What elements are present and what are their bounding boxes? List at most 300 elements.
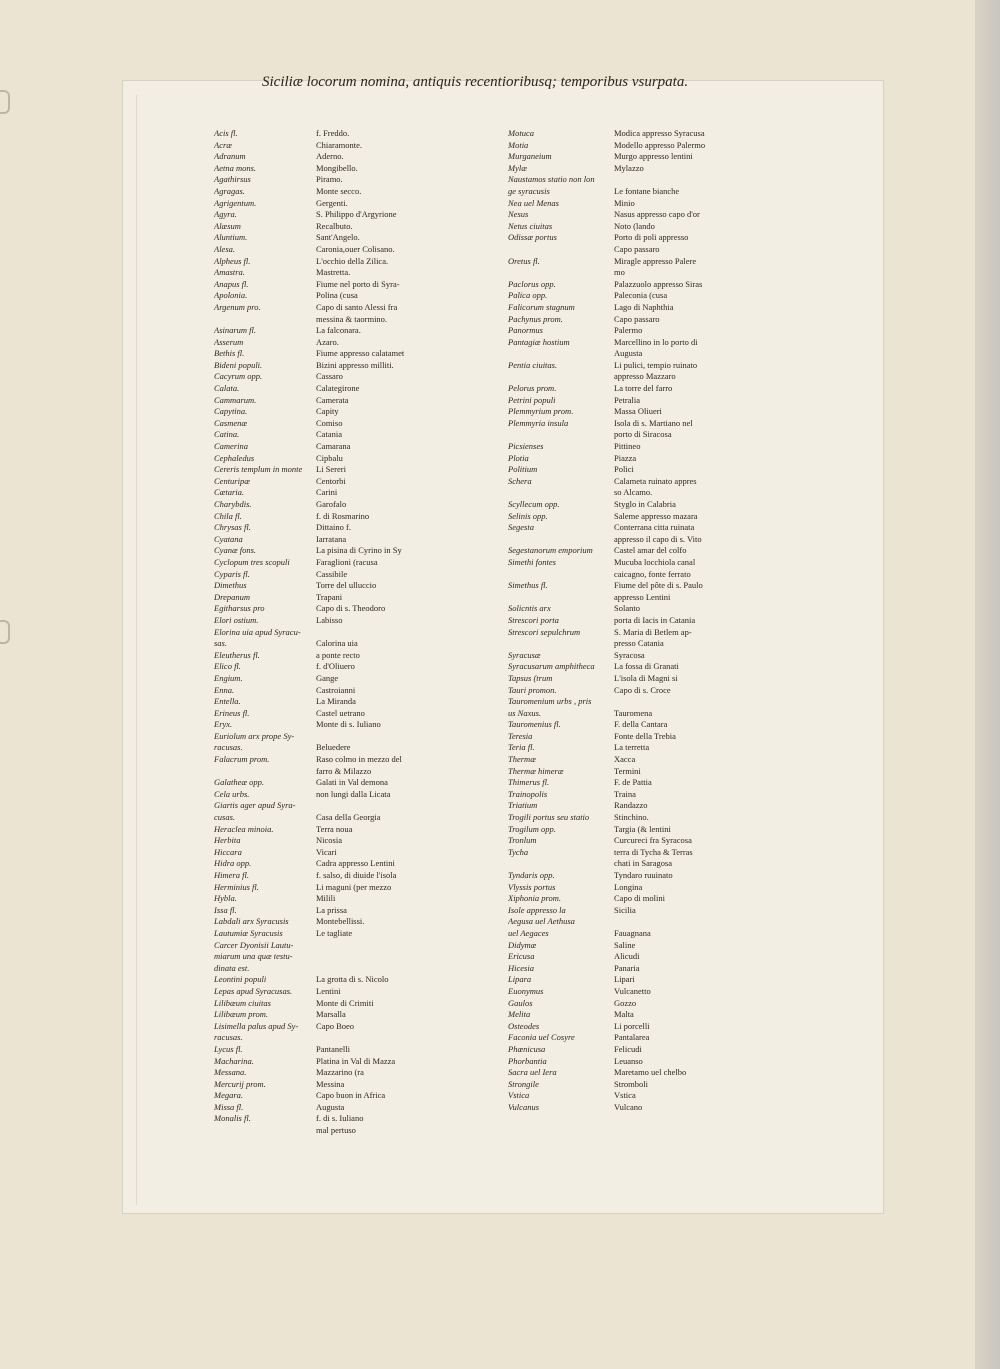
place-name-entry: La pisina di Cyrino in Sy <box>316 545 402 556</box>
place-name-entry: Triatium <box>508 800 538 811</box>
place-name-entry <box>316 963 426 975</box>
place-name-entry: Gozzo <box>614 997 637 1008</box>
place-name-entry: Missa fl. <box>214 1101 244 1112</box>
place-name-entry: Motuca <box>508 128 534 138</box>
place-name-entry: Solicntis arx <box>508 603 551 614</box>
place-name-entry: Falicorum stagnum <box>508 301 575 312</box>
left-latin-column <box>214 128 314 1125</box>
place-name-entry: Melita <box>508 1009 531 1020</box>
place-name-entry: Iarratana <box>316 533 347 544</box>
place-name-entry: Aetna mons. <box>214 162 257 173</box>
place-name-entry: ge syracusis <box>508 185 550 196</box>
place-name-entry: Calameta ruinato appres <box>614 475 697 486</box>
place-name-entry: Politium <box>508 464 538 475</box>
left-vernacular-column <box>316 128 426 1137</box>
place-name-entry: Centuripæ <box>214 475 250 486</box>
place-name-entry: Agragas. <box>214 185 245 196</box>
place-name-entry: Le tagliate <box>316 927 353 938</box>
place-name-entry: Euonymus <box>508 985 544 996</box>
place-name-entry: Nicosia <box>316 835 342 846</box>
place-name-entry: Plemmyria insula <box>508 417 569 428</box>
place-name-entry <box>508 569 613 581</box>
place-name-entry: Li pulici, tempio ruinato <box>614 359 698 370</box>
place-name-entry: f. d'Oliuero <box>316 661 355 672</box>
place-name-entry: Gaulos <box>508 997 533 1008</box>
place-name-entry: Fiume nel porto di Syra- <box>316 278 400 289</box>
place-name-entry: Elico fl. <box>214 661 241 672</box>
place-name-entry: Asinarum fl. <box>214 325 257 336</box>
place-name-entry: Erineus fl. <box>214 707 250 718</box>
right-latin-column <box>508 128 613 1113</box>
place-name-entry: Hicesia <box>508 962 534 973</box>
place-name-entry: Marsalla <box>316 1009 346 1020</box>
place-name-entry: Tauromenius fl. <box>508 719 561 730</box>
place-name-entry: f. salso, di diuide l'isola <box>316 870 397 880</box>
place-name-entry <box>508 429 613 441</box>
place-name-entry: Le fontane bianche <box>614 185 680 196</box>
place-name-entry: Panaria <box>614 962 640 973</box>
place-name-entry: f. di Rosmarino <box>316 510 370 521</box>
place-name-entry: Cereris templum in monte <box>214 464 303 475</box>
place-name-entry <box>614 174 726 186</box>
place-name-entry: f. Freddo. <box>316 128 350 138</box>
place-name-entry: Cassibile <box>316 568 348 579</box>
place-name-entry: Schera <box>508 475 532 486</box>
place-name-entry: Scyllecum opp. <box>508 499 560 509</box>
place-name-entry: Leuanso <box>614 1055 643 1066</box>
place-name-entry: Vlyssis portus <box>508 881 556 892</box>
place-name-entry: Tycha <box>508 846 529 857</box>
place-name-entry: Lipara <box>508 974 532 985</box>
place-name-entry: Fiume del pôte di s. Paulo <box>614 580 703 591</box>
place-name-entry: Cyclopum tres scopuli <box>214 556 290 567</box>
place-name-entry <box>508 592 613 604</box>
place-name-entry: Porto di poli appresso <box>614 232 689 243</box>
place-name-entry: Capytina. <box>214 406 248 417</box>
place-name-entry: Megara. <box>214 1090 244 1101</box>
place-name-entry: Randazzo <box>614 800 648 811</box>
place-name-entry: Syracusarum amphitheca <box>508 661 595 672</box>
place-name-entry: Isole appresso la <box>508 904 566 915</box>
place-name-entry: Pantanelli <box>316 1043 350 1054</box>
place-name-entry <box>508 638 613 650</box>
place-name-entry: Gange <box>316 672 339 683</box>
place-name-entry: Plotia <box>508 452 529 463</box>
place-name-entry: La prissa <box>316 904 347 915</box>
place-name-entry: Camarana <box>316 441 351 452</box>
place-name-entry: Apolonia. <box>214 290 248 301</box>
place-name-entry: Alpheus fl. <box>214 255 251 266</box>
place-name-entry: Tauromenium urbs , pris <box>508 696 592 707</box>
place-name-entry: Nesus <box>508 209 529 220</box>
place-name-entry: Isola di s. Martiano nel <box>614 417 693 428</box>
place-name-entry: Fonte della Trebia <box>614 730 676 741</box>
place-name-entry <box>316 951 426 963</box>
place-name-entry: Augusta <box>614 348 643 359</box>
place-name-entry: Capo passaro <box>614 313 660 324</box>
place-name-entry: Lycus fl. <box>214 1043 243 1054</box>
place-name-entry: Giartis ager apud Syra- <box>214 800 296 811</box>
place-name-entry: Messana. <box>214 1067 247 1078</box>
place-name-entry: S. Philippo d'Argyrione <box>316 209 397 220</box>
place-name-entry: Styglo in Calabria <box>614 499 676 509</box>
place-name-entry: Picsienses <box>508 441 544 452</box>
place-name-entry: Vicari <box>316 846 337 857</box>
place-name-entry <box>614 916 726 928</box>
place-name-entry: appresso il capo di s. Vito <box>614 533 702 544</box>
place-name-entry: Alesa. <box>214 243 236 254</box>
place-name-entry: Piramo. <box>316 174 343 185</box>
place-name-entry: Stinchino. <box>614 812 649 823</box>
place-name-entry: Capity <box>316 406 339 417</box>
place-name-entry: Montebellissi. <box>316 916 365 927</box>
place-name-entry: La grotta di s. Nicolo <box>316 974 389 985</box>
place-name-entry: Simethi fontes <box>508 556 556 567</box>
place-name-entry: Castroianni <box>316 684 356 695</box>
place-name-entry: Thermæ himeræ <box>508 765 564 776</box>
place-name-entry: Targia (& lentini <box>614 823 671 834</box>
place-name-entry: Catina. <box>214 429 240 440</box>
place-name-entry: Euriolum arx prope Sy- <box>214 730 295 741</box>
place-name-entry: Phorbantia <box>508 1055 547 1066</box>
place-name-entry: Tronlum <box>508 835 537 846</box>
place-name-entry: Capo buon in Africa <box>316 1090 386 1101</box>
place-name-entry: Calorina uia <box>316 638 358 649</box>
page-title: Siciliæ locorum nomina, antiquis recentioribusq; temporibus vsurpata. <box>262 74 689 90</box>
place-name-entry: Didymæ <box>508 939 537 950</box>
place-name-entry: La torre del farro <box>614 383 673 394</box>
place-name-entry: Terra noua <box>316 823 353 834</box>
place-name-entry: Caronia,ouer Colisano. <box>316 243 395 254</box>
place-name-entry: Aegusa uel Aethusa <box>508 916 575 927</box>
place-name-entry: Palica opp. <box>508 290 548 301</box>
place-name-entry: Elori ostium. <box>214 614 259 625</box>
place-name-entry: Massa Oliueri <box>614 406 662 417</box>
place-name-entry: Phœnicusa <box>508 1043 546 1054</box>
place-name-entry: Mongibello. <box>316 162 358 173</box>
place-name-entry: Eryx. <box>214 719 233 730</box>
place-name-entry: Noto (lando <box>614 220 655 231</box>
place-name-entry: Li porcelli <box>614 1020 650 1031</box>
place-name-entry: Hybla. <box>214 893 237 904</box>
place-name-entry: Castel uetrano <box>316 707 365 718</box>
place-name-entry <box>508 371 613 383</box>
place-name-entry: Strongile <box>508 1078 539 1089</box>
place-name-entry: Strescori sepulchrum <box>508 626 581 637</box>
place-name-entry: appresso Mazzaro <box>614 371 676 382</box>
place-name-entry: Sicilia <box>614 904 636 915</box>
place-name-entry: dinata est. <box>214 962 250 973</box>
place-name-entry: Capo di santo Alessi fra <box>316 301 398 312</box>
place-name-entry: Miragle appresso Palere <box>614 255 697 266</box>
place-name-entry: Galatheæ opp. <box>214 777 265 788</box>
binding-ring-icon <box>0 90 10 114</box>
place-name-entry: Netus ciuitas <box>508 220 553 231</box>
place-name-entry: Platina in Val di Mazza <box>316 1055 396 1066</box>
place-name-entry: Piazza <box>614 452 637 463</box>
place-name-entry: Lago di Naphthia <box>614 301 674 312</box>
place-name-entry: Acræ <box>214 139 232 150</box>
place-name-entry: Casa della Georgia <box>316 812 381 823</box>
place-name-entry: Fauagnana <box>614 927 651 938</box>
place-name-entry: Cephaledus <box>214 452 255 463</box>
place-name-entry: Dittaino f. <box>316 522 351 533</box>
place-name-entry: f. di s. Iuliano <box>316 1113 364 1124</box>
place-name-entry: Chrysas fl. <box>214 522 251 533</box>
place-name-entry: Modello appresso Palermo <box>614 139 706 150</box>
place-name-entry: Capo di s. Theodoro <box>316 603 386 614</box>
place-name-entry: Sacra uel Iera <box>508 1067 557 1078</box>
place-name-entry: Xiphonia prom. <box>508 893 562 904</box>
place-name-entry: Calata. <box>214 383 240 394</box>
place-name-entry: Pelorus prom. <box>508 383 557 394</box>
place-name-entry: Calategirone <box>316 383 360 394</box>
place-name-entry: Alæsum <box>214 220 241 231</box>
place-name-entry: Tauri promon. <box>508 684 557 695</box>
place-name-entry: Azaro. <box>316 336 339 347</box>
place-name-entry: Petrini populi <box>508 394 556 405</box>
place-name-entry: Segesta <box>508 522 534 533</box>
place-name-entry: Monalis fl. <box>214 1113 251 1124</box>
next-page-edge <box>975 0 1000 1369</box>
place-name-entry <box>508 487 613 499</box>
place-name-entry: Saleme appresso mazara <box>614 510 698 521</box>
place-name-entry: Mylazzo <box>614 162 644 173</box>
place-name-entry: Fiume appresso calatamet <box>316 348 405 359</box>
place-name-entry: La terretta <box>614 742 650 753</box>
place-name-entry: Oretus fl. <box>508 255 540 266</box>
place-name-entry: Segestanorum emporium <box>508 545 593 556</box>
place-name-entry: Panormus <box>508 325 543 336</box>
place-name-entry: Engium. <box>214 672 243 683</box>
place-name-entry: Termini <box>614 765 641 776</box>
place-name-entry: Traina <box>614 788 636 799</box>
place-name-entry: Enna. <box>214 684 235 695</box>
place-name-entry: farro & Milazzo <box>316 765 372 776</box>
place-name-entry: Asserum <box>214 336 244 347</box>
place-name-entry: Motia <box>508 139 529 150</box>
place-name-entry: Petralia <box>614 394 640 405</box>
place-name-entry: Palazzuolo appresso Siras <box>614 278 703 289</box>
place-name-entry: Leontini populi <box>214 974 267 985</box>
place-name-entry: Odissæ portus <box>508 232 557 243</box>
place-name-entry: Pentia ciuitas. <box>508 359 558 370</box>
place-name-entry: Strescori porta <box>508 614 559 625</box>
place-name-entry: Himera fl. <box>214 870 249 880</box>
place-name-entry: La falconara. <box>316 325 361 336</box>
place-name-entry: Capo Boeo <box>316 1020 355 1031</box>
place-name-entry: Bethis fl. <box>214 348 245 359</box>
place-name-entry: Comiso <box>316 417 343 428</box>
place-name-entry: Vulcano <box>614 1101 643 1112</box>
place-name-entry: Gergenti. <box>316 197 348 208</box>
place-name-entry: uel Aegaces <box>508 927 549 938</box>
binding-ring-icon <box>0 620 10 644</box>
place-name-entry: Minio <box>614 197 635 208</box>
place-name-entry: porta di Iacis in Catania <box>614 614 696 625</box>
place-name-entry: Trogilum opp. <box>508 823 556 834</box>
place-name-entry: chati in Saragosa <box>614 858 673 869</box>
place-name-entry: Galati in Val demona <box>316 777 388 788</box>
place-name-entry <box>316 800 426 812</box>
place-name-entry: Sant'Angelo. <box>316 232 360 243</box>
place-name-entry: Pantalarea <box>614 1032 650 1043</box>
place-name-entry: Tyndaro ruuinato <box>614 870 673 880</box>
place-name-entry: mo <box>614 267 625 278</box>
place-name-entry: Syracusæ <box>508 649 541 660</box>
place-name-entry: porto di Siracosa <box>614 429 672 440</box>
place-name-entry: Capo di s. Croce <box>614 684 671 695</box>
place-name-entry: Tyndaris opp. <box>508 870 555 880</box>
place-name-entry: Camerina <box>214 441 248 452</box>
place-name-entry <box>508 348 613 360</box>
place-name-entry <box>316 1032 426 1044</box>
place-name-entry: Tapsus (trum <box>508 672 553 683</box>
place-name-entry: Simethus fl. <box>508 580 548 591</box>
place-name-entry: Selinis opp. <box>508 510 548 521</box>
place-name-entry: Faconia uel Cosyre <box>508 1032 575 1043</box>
place-name-entry: Lepas apud Syracusas. <box>214 985 293 996</box>
place-name-entry: Saline <box>614 939 636 950</box>
place-name-entry: Polina (cusa <box>316 290 358 301</box>
place-name-entry: appresso Lentini <box>614 591 671 602</box>
place-name-entry: Recalbuto. <box>316 220 353 231</box>
place-name-entry: racusas. <box>214 742 243 753</box>
place-name-entry: Maretamo uel chelbo <box>614 1067 687 1078</box>
place-name-entry: Centorbi <box>316 475 346 486</box>
place-name-entry: Acis fl. <box>214 128 238 138</box>
place-name-entry: Paleconia (cusa <box>614 290 668 301</box>
place-name-entry <box>508 267 613 279</box>
place-name-entry: Alicudi <box>614 951 640 962</box>
place-name-entry: L'occhio della Zilica. <box>316 255 389 266</box>
place-name-entry: Eleutherus fl. <box>214 649 260 660</box>
place-name-entry: Agathirsus <box>214 174 251 185</box>
place-name-entry: Cacyrum opp. <box>214 371 263 382</box>
place-name-entry: Milili <box>316 893 336 904</box>
place-name-entry: Paclorus opp. <box>508 278 556 289</box>
place-name-entry: cusas. <box>214 812 236 823</box>
place-name-entry: Felicudi <box>614 1043 642 1054</box>
place-name-entry: Monte secco. <box>316 185 362 196</box>
place-name-entry: Solanto <box>614 603 640 614</box>
place-name-entry: Modica appresso Syracusa <box>614 128 705 138</box>
place-name-entry: Stromboli <box>614 1078 649 1089</box>
place-name-entry: Polici <box>614 464 634 475</box>
place-name-entry: Carcer Dyonisii Lautu- <box>214 939 294 950</box>
place-name-entry <box>214 314 314 326</box>
place-name-entry: sas. <box>214 638 227 649</box>
place-name-entry: Labisso <box>316 614 343 625</box>
place-name-entry: Nasus appresso capo d'or <box>614 209 700 220</box>
place-name-entry <box>508 858 613 870</box>
place-name-entry: Chila fl. <box>214 510 242 521</box>
place-name-entry: Monte di Crimiti <box>316 997 374 1008</box>
place-name-entry: Osteodes <box>508 1020 540 1031</box>
place-name-entry: Casmenæ <box>214 417 248 428</box>
place-name-entry: Marcellino in lo porto di <box>614 336 698 347</box>
place-name-entry: Heraclea minoia. <box>214 823 274 834</box>
place-name-entry: Vulcanetto <box>614 985 651 996</box>
place-name-entry: Faraglioni (racusa <box>316 556 378 567</box>
place-name-entry: caicagno, fonte ferrato <box>614 568 691 579</box>
place-name-entry: Catania <box>316 429 342 440</box>
place-name-entry: Mylæ <box>508 162 527 173</box>
place-name-entry: Aderno. <box>316 151 344 162</box>
place-name-entry: Conterrana citta ruinata <box>614 522 695 533</box>
place-name-entry: La fossa di Granati <box>614 661 679 672</box>
right-vernacular-column <box>614 128 726 1113</box>
place-name-entry: Trapani <box>316 591 343 602</box>
place-name-entry: Labdali arx Syracusis <box>214 916 289 927</box>
place-name-entry <box>614 696 726 708</box>
place-name-entry: Carini <box>316 487 338 498</box>
place-name-entry: Herbita <box>214 835 241 846</box>
place-name-entry: Vstica <box>508 1090 530 1101</box>
place-name-entry: Anapus fl. <box>214 278 249 289</box>
place-name-entry: Palermo <box>614 325 643 336</box>
place-name-entry: Lautumiæ Syracusis <box>214 927 283 938</box>
place-name-entry: Li Sereri <box>316 464 346 475</box>
place-name-entry: Lilibæum ciuitas <box>214 997 271 1008</box>
place-name-entry: Capo passaro <box>614 243 660 254</box>
place-name-entry: Vstica <box>614 1090 636 1101</box>
place-name-entry: Garofalo <box>316 499 347 509</box>
place-name-entry <box>508 534 613 546</box>
place-name-entry: Dimethus <box>214 580 247 591</box>
place-name-entry: Egitharsus pro <box>214 603 265 614</box>
place-name-entry: Bizini appresso milliti. <box>316 359 394 370</box>
place-name-entry: Teresia <box>508 730 533 741</box>
place-name-entry: Cætaria. <box>214 487 244 498</box>
place-name-entry: Aluntium. <box>214 232 248 243</box>
place-name-entry: Cyparis fl. <box>214 568 250 579</box>
place-name-entry: Lilibæum prom. <box>214 1009 269 1020</box>
place-name-entry: messina & taormino. <box>316 313 388 324</box>
place-name-entry: Thimerus fl. <box>508 777 550 788</box>
place-name-entry: racusas. <box>214 1032 243 1043</box>
place-name-entry: Xacca <box>614 754 636 765</box>
place-name-entry: Bideni populi. <box>214 359 263 370</box>
place-name-entry: Cipbalu <box>316 452 343 463</box>
place-name-entry: Capo di molini <box>614 893 665 904</box>
place-name-entry: Longina <box>614 881 643 892</box>
place-name-entry: Trogili portus seu statio <box>508 812 590 823</box>
place-name-entry <box>508 244 613 256</box>
place-name-entry: Naustamos statio non lon <box>508 174 595 185</box>
place-name-entry: Trainopolis <box>508 788 548 799</box>
place-name-entry: Monte di s. Iuliano <box>316 719 381 730</box>
place-name-entry: F. della Cantara <box>614 719 668 730</box>
place-name-entry: Agrigentum. <box>214 197 257 208</box>
place-name-entry: Nea uel Menas <box>508 197 559 208</box>
place-name-entry: Entella. <box>214 696 241 707</box>
place-name-entry: Pantagiæ hostium <box>508 336 570 347</box>
place-name-entry: Charybdis. <box>214 499 252 509</box>
place-name-entry: Hidra opp. <box>214 858 252 869</box>
place-name-entry: Lentini <box>316 985 341 996</box>
place-name-entry: so Alcamo. <box>614 487 653 498</box>
place-name-entry: Curcureci fra Syracosa <box>614 835 692 846</box>
place-name-entry: Ericusa <box>508 951 535 962</box>
place-name-entry: Camerata <box>316 394 349 405</box>
place-name-entry: Mercurij prom. <box>214 1078 266 1089</box>
place-name-entry: Pittineo <box>614 441 641 452</box>
place-name-entry: Malta <box>614 1009 634 1020</box>
place-name-entry <box>214 766 314 778</box>
place-name-entry: a ponte recto <box>316 649 360 660</box>
place-name-entry: presso Catania <box>614 638 664 649</box>
